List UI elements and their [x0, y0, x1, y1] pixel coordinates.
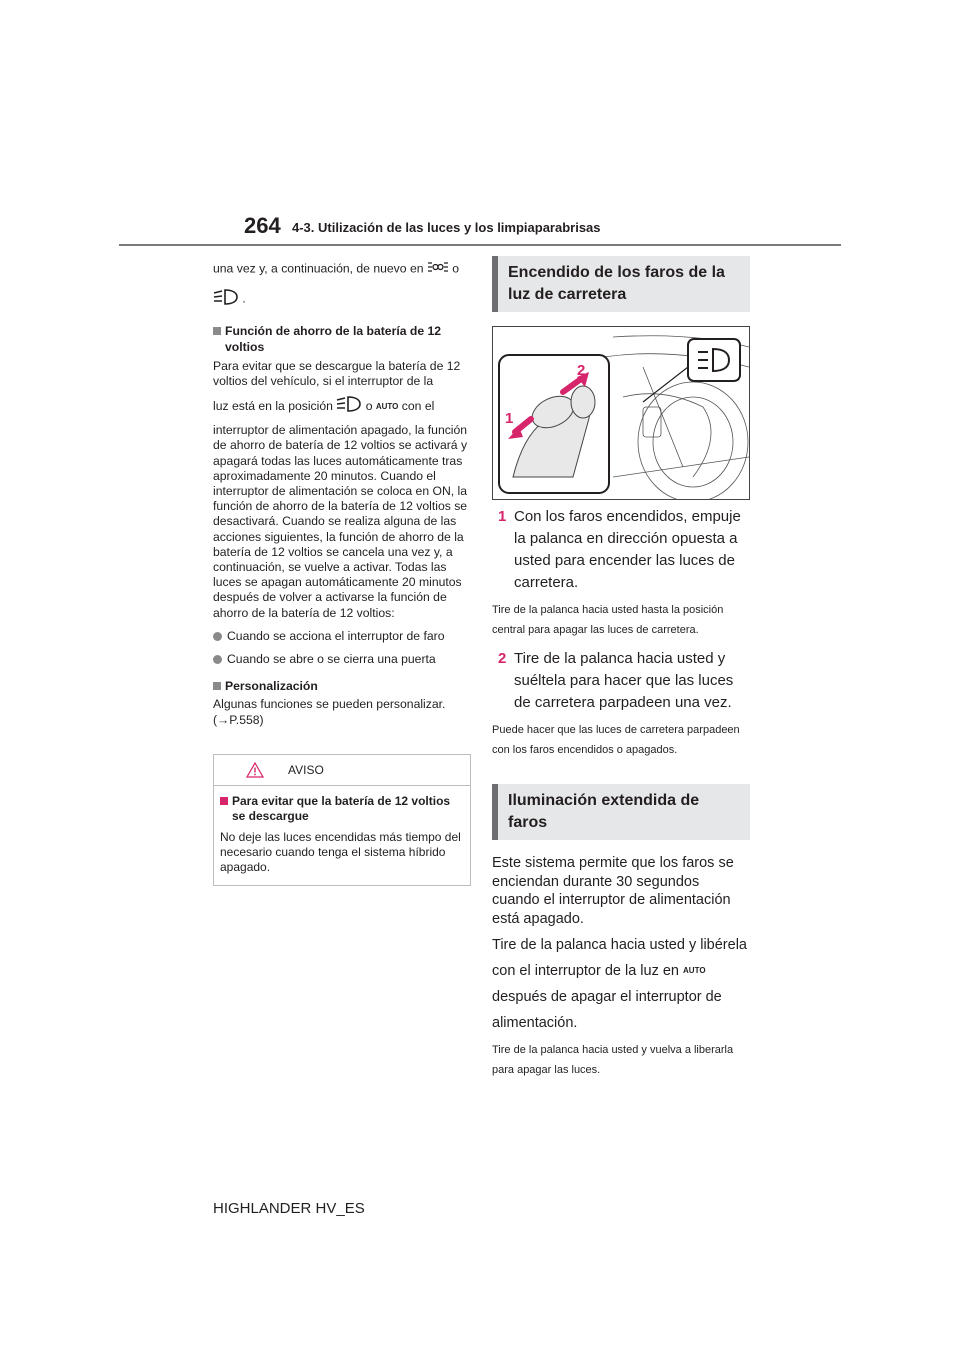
- extended-paragraph-1: Este sistema permite que los faros se enciendan durante 30 segundos cuando el interruptor de alimentación está apagado.: [492, 855, 734, 927]
- extended-text-a: Tire de la palanca hacia usted y libérela con el interruptor de la luz en: [492, 937, 747, 979]
- step-2: [492, 648, 750, 714]
- warning-box: [213, 754, 471, 886]
- extended-lighting-heading: Iluminación extendida de faros: [492, 784, 750, 840]
- headlight-icon: [213, 288, 239, 310]
- right-column: [492, 256, 750, 1080]
- customization-text: Algunas funciones se pueden personalizar.: [213, 697, 446, 712]
- intro-text-a: una vez y, a continuación, de nuevo en: [213, 261, 424, 276]
- step-number: 2: [498, 650, 507, 667]
- lever-illustration: [492, 326, 750, 500]
- figure-label-1: 1: [505, 410, 514, 427]
- section-title: 4-3. Utilización de las luces y los limpiaparabrisas: [292, 220, 601, 235]
- battery-paragraph-1: Para evitar que se descargue la batería de 12 voltios del vehículo, si el interruptor de la: [213, 358, 461, 389]
- auto-icon: AUTO: [375, 402, 399, 412]
- step-1: [492, 506, 750, 594]
- header-rule: [119, 244, 841, 246]
- warning-subheading: Para evitar que la batería de 12 voltios se descargue: [220, 794, 464, 824]
- step-note: Puede hacer que las luces de carretera parpadeen con los faros encendidos o apagados.: [492, 724, 740, 756]
- left-column: [213, 260, 470, 886]
- warning-label: AVISO: [288, 762, 324, 777]
- extended-note: Tire de la palanca hacia usted y vuelva a liberarla para apagar las luces.: [492, 1044, 734, 1077]
- intro-text-b: o: [452, 261, 460, 276]
- battery-paragraph-2: [213, 395, 470, 419]
- battery-text-b: o: [365, 399, 373, 414]
- parking-light-icon: [427, 260, 449, 278]
- warning-body: [214, 786, 470, 885]
- warning-text: No deje las luces encendidas más tiempo del necesario cuando tenga el sistema híbrido apagado.: [220, 829, 461, 874]
- bullet-item: Cuando se acciona el interruptor de faro: [213, 629, 470, 644]
- page-number: 264: [244, 213, 281, 238]
- extended-paragraph-2: [492, 932, 750, 1036]
- customization-heading: Personalización: [213, 679, 470, 694]
- step-text: Tire de la palanca hacia usted y suéltela para hacer que las luces de carretera parpadeen una vez.: [514, 650, 734, 711]
- step-text: Con los faros encendidos, empuje la palanca en dirección opuesta a usted para encender las luces de carretera.: [514, 508, 741, 591]
- intro-paragraph: [213, 260, 470, 278]
- battery-text-a: luz está en la posición: [213, 399, 333, 414]
- footer-model: HIGHLANDER HV_ES: [213, 1200, 365, 1217]
- intro-paragraph-2: [213, 288, 470, 310]
- customization-reference: (→P.558): [213, 712, 264, 727]
- battery-paragraph-3: interruptor de alimentación apagado, la función de ahorro de batería de 12 voltios se activará y apagará todas las luces automáticamente tras aproximadamente 20 minutos. Cuando el interruptor de alimentación se coloca en ON, la función de ahorro de la batería de 12 voltios se desactivará. Cuando se realiza alguna de las acciones siguientes, la función de ahorro de la batería de 12 voltios se cancela una vez y, a continuación, se vuelve a activar. Todas las luces se apagan automáticamente 20 minutos después de volver a activarse la función de ahorro de la batería de 12 voltios:: [213, 423, 468, 620]
- extended-text-b: después de apagar el interruptor de alimentación.: [492, 989, 722, 1032]
- figure-label-2: 2: [577, 362, 586, 379]
- warning-header: [214, 755, 470, 786]
- warning-triangle-icon: [246, 762, 264, 782]
- intro-text-c: .: [242, 291, 246, 306]
- step-note: Tire de la palanca hacia usted hasta la posición central para apagar las luces de carretera.: [492, 604, 724, 636]
- battery-heading: Función de ahorro de la batería de 12 voltios: [213, 324, 470, 354]
- battery-text-c: con el: [401, 399, 435, 414]
- step-number: 1: [498, 508, 507, 525]
- bullet-item: Cuando se abre o se cierra una puerta: [213, 652, 470, 667]
- auto-icon: AUTO: [683, 966, 706, 976]
- headlight-icon: [336, 395, 362, 419]
- high-beam-heading: Encendido de los faros de la luz de carretera: [492, 256, 750, 312]
